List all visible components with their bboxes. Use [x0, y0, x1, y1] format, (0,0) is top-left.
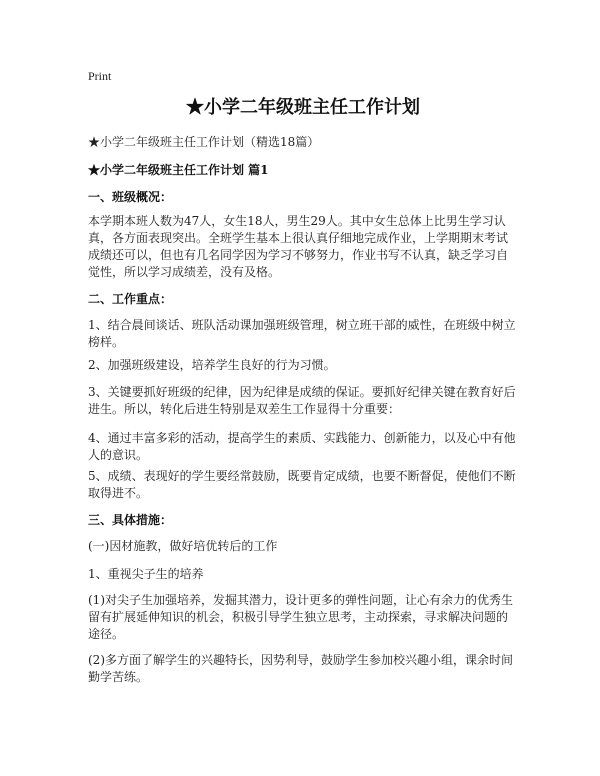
paragraph-measures-2: 1、重视尖子生的培养 — [88, 567, 204, 581]
paragraph-focus-2: 2、加强班级建设，培养学生良好的行为习惯。 — [88, 358, 336, 372]
paragraph-focus-1: 1、结合晨间谈话、班队活动课加强班级管理，树立班干部的威性，在班级中树立榜样。 — [88, 318, 516, 349]
paragraph-focus-5: 5、成绩、表现好的学生要经常鼓励，既要肯定成绩，也要不断督促，使他们不断取得进不。 — [88, 469, 516, 500]
section-heading-overview: 一、班级概况： — [88, 190, 173, 204]
section-heading-focus: 二、工作重点： — [88, 292, 173, 306]
paragraph-measures-1: (一)因材施教，做好培优转后的工作 — [88, 539, 278, 553]
paragraph-measures-4: (2)多方面了解学生的兴趣特长，因势利导，鼓励学生参加校兴趣小组，课余时间勤学苦练。 — [88, 653, 514, 684]
paragraph-focus-4: 4、通过丰富多彩的活动，提高学生的素质、实践能力、创新能力，以及心中有他人的意识。 — [88, 431, 516, 462]
document-title: ★小学二年级班主任工作计划 — [186, 97, 420, 118]
section-heading-measures: 三、具体措施： — [88, 513, 173, 527]
paragraph-measures-3: (1)对尖子生加强培养，发掘其潜力，设计更多的弹性问题，让心有余力的优秀生留有扩展延伸知识的机会，积极引导学生独立思考，主动探索，寻求解决问题的途径。 — [88, 593, 514, 641]
paragraph-focus-3: 3、关键要抓好班级的纪律，因为纪律是成绩的保证。要抓好纪律关键在教育好后进生。所以，转化后进生特别是双差生工作显得十分重要： — [88, 385, 516, 416]
print-link[interactable]: Print — [88, 69, 112, 83]
paragraph-overview: 本学期本班人数为47人，女生18人，男生29人。其中女生总体上比男生学习认真，各方面表现突出。全班学生基本上很认真仔细地完成作业，上学期期末考试成绩还可以，但也有几名同学因为学习不够努力，作业书写不认真，缺乏学习自觉性，所以学习成绩差，没有及格。 — [88, 214, 509, 279]
chapter-title: ★小学二年级班主任工作计划 篇1 — [88, 163, 269, 177]
document-subtitle: ★小学二年级班主任工作计划（精选18篇） — [88, 135, 320, 149]
